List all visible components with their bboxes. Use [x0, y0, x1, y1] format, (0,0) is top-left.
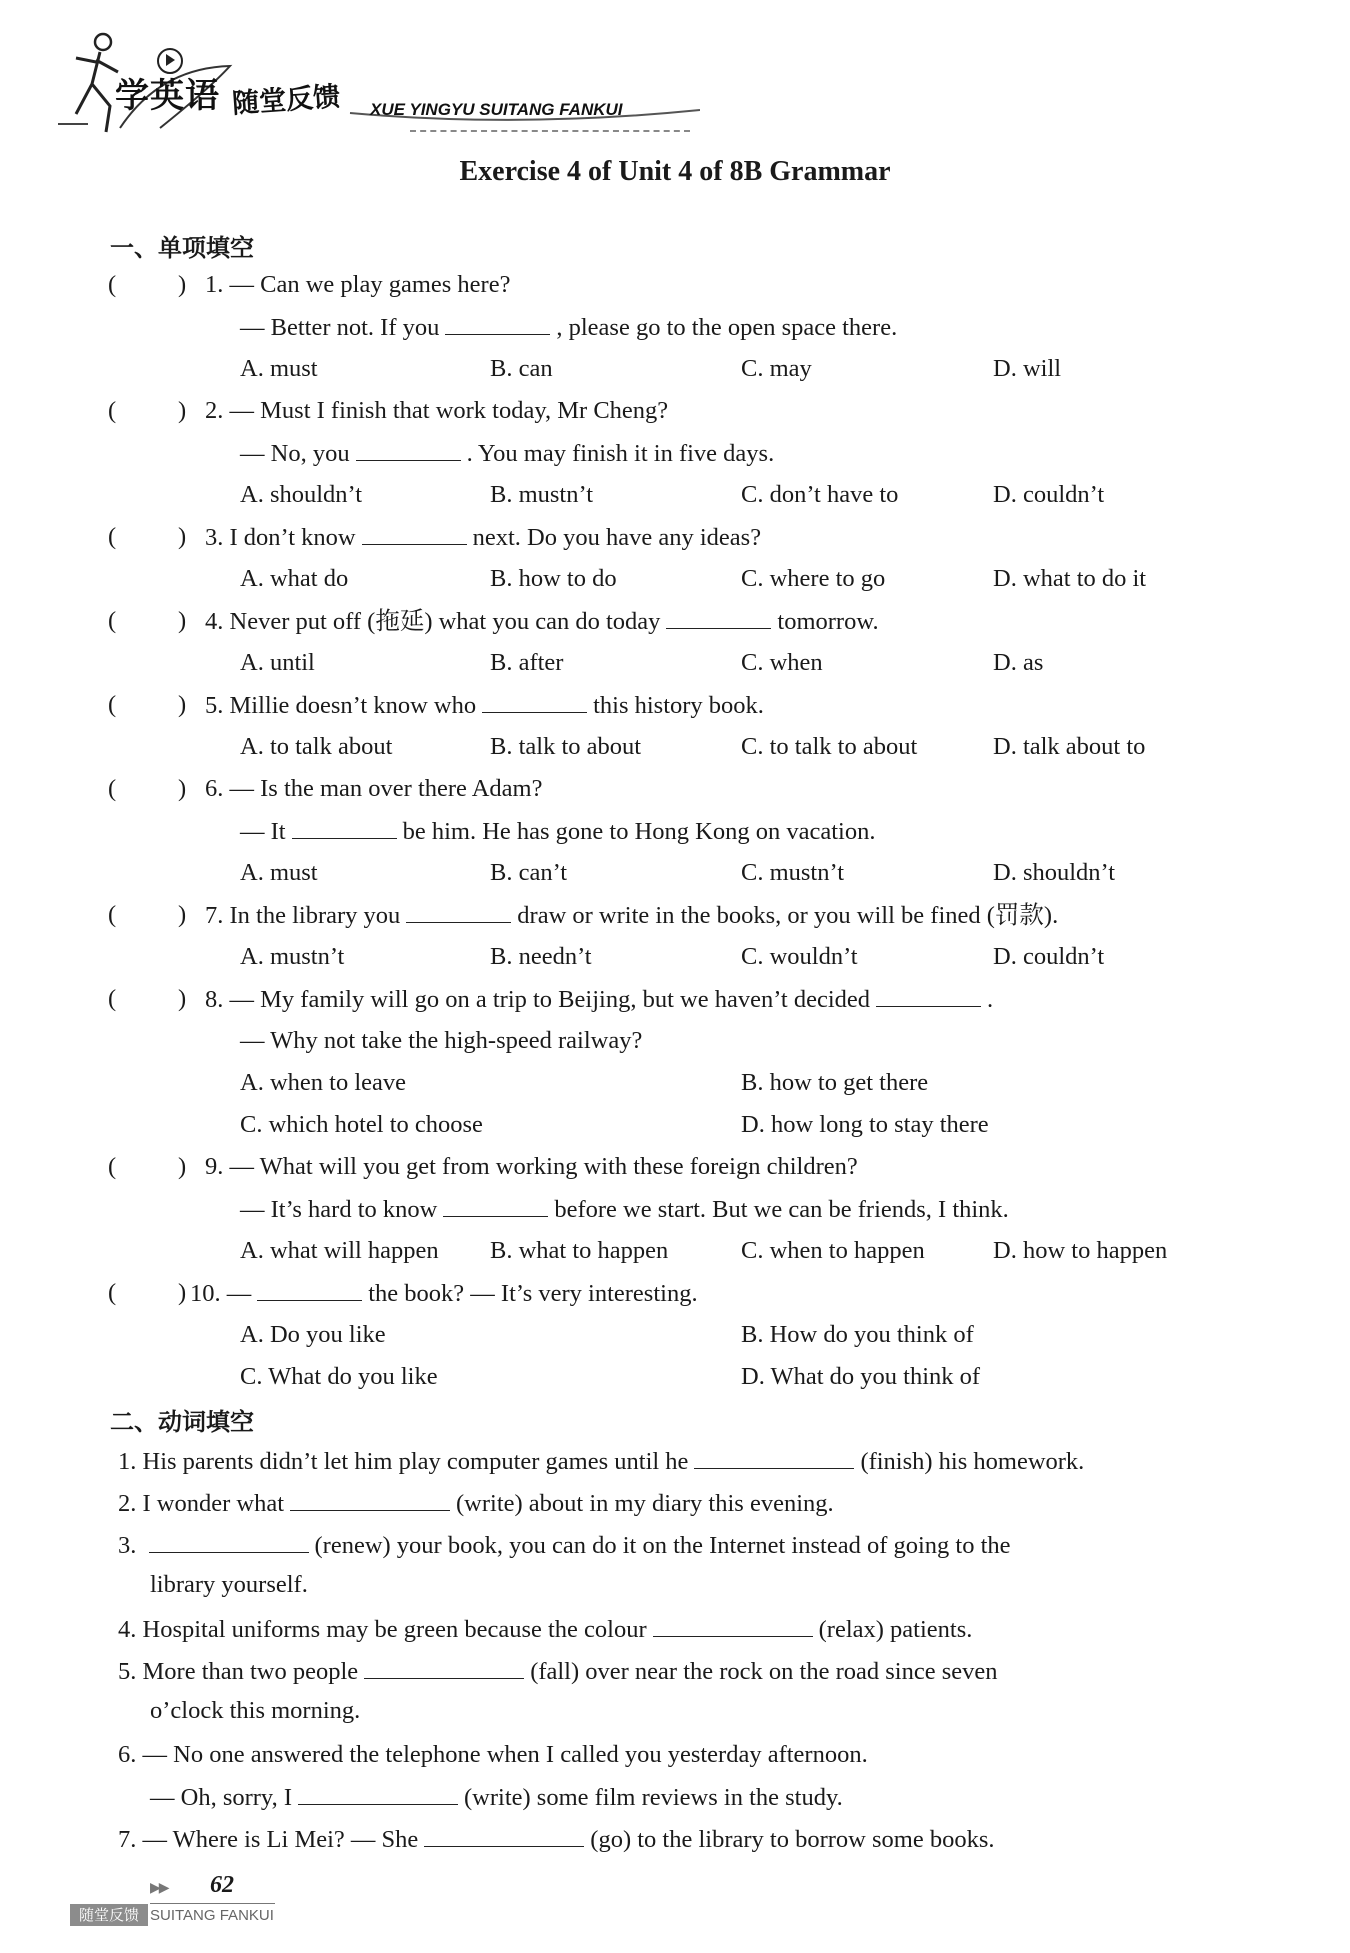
answer-blank[interactable]: [149, 1530, 309, 1553]
answer-blank[interactable]: [292, 816, 397, 839]
answer-blank[interactable]: [666, 606, 771, 629]
answer-blank[interactable]: [482, 690, 587, 713]
answer-paren-open: (: [108, 523, 117, 550]
option: D. as: [993, 649, 1044, 676]
header-cn-subtitle: 随堂反馈: [231, 81, 342, 120]
answer-blank[interactable]: [876, 984, 981, 1007]
option: C. to talk to about: [741, 733, 918, 760]
option: B. how to do: [490, 565, 617, 592]
answer-paren-close: ): [178, 1279, 187, 1306]
footer-rule: [150, 1903, 275, 1904]
answer-paren-open: (: [108, 691, 117, 718]
answer-paren-open: (: [108, 397, 117, 424]
question-10-stem: 10. — the book? — It’s very interesting.: [190, 1280, 698, 1307]
option: A. what will happen: [240, 1237, 439, 1264]
question-6-line2: — It be him. He has gone to Hong Kong on vacation.: [240, 818, 876, 845]
option: C. when to happen: [741, 1237, 925, 1264]
option: B. mustn’t: [490, 481, 594, 508]
page-number: 62: [210, 1872, 234, 1898]
answer-blank[interactable]: [257, 1278, 362, 1301]
question-5-stem: 5. Millie doesn’t know who this history book.: [205, 692, 764, 719]
option: B. talk to about: [490, 733, 642, 760]
option: D. couldn’t: [993, 481, 1105, 508]
option: B. needn’t: [490, 943, 592, 970]
answer-blank[interactable]: [290, 1488, 450, 1511]
option: C. mustn’t: [741, 859, 845, 886]
answer-blank[interactable]: [424, 1824, 584, 1847]
answer-paren-open: (: [108, 271, 117, 298]
option: D. shouldn’t: [993, 859, 1116, 886]
option: D. how long to stay there: [741, 1111, 989, 1138]
question-8-stem: 8. — My family will go on a trip to Beijing, but we haven’t decided .: [205, 986, 994, 1013]
option: C. which hotel to choose: [240, 1111, 483, 1138]
option: D. couldn’t: [993, 943, 1105, 970]
verb-item-7: 7. — Where is Li Mei? — She (go) to the library to borrow some books.: [118, 1826, 995, 1853]
answer-paren-close: ): [178, 523, 187, 550]
question-1-stem: 1. — Can we play games here?: [205, 271, 511, 298]
header-en-subtitle: XUE YINGYU SUITANG FANKUI: [370, 100, 623, 119]
answer-blank[interactable]: [362, 522, 467, 545]
option: C. may: [741, 355, 812, 382]
footer-en-label: SUITANG FANKUI: [150, 1907, 274, 1924]
answer-paren-open: (: [108, 775, 117, 802]
footer-arrows-icon: ▶▶: [150, 1881, 168, 1896]
answer-paren-open: (: [108, 607, 117, 634]
verb-item-5-cont: o’clock this morning.: [150, 1697, 361, 1724]
answer-paren-close: ): [178, 985, 187, 1012]
question-6-stem: 6. — Is the man over there Adam?: [205, 775, 543, 802]
verb-item-3-cont: library yourself.: [150, 1571, 308, 1598]
answer-paren-open: (: [108, 1153, 117, 1180]
option: A. until: [240, 649, 315, 676]
answer-blank[interactable]: [406, 900, 511, 923]
option: C. wouldn’t: [741, 943, 858, 970]
option: C. What do you like: [240, 1363, 438, 1390]
option: A. what do: [240, 565, 349, 592]
question-7-stem: 7. In the library you draw or write in the books, or you will be fined (罚款).: [205, 902, 1059, 929]
question-1-line2: — Better not. If you , please go to the open space there.: [240, 314, 898, 341]
answer-blank[interactable]: [445, 312, 550, 335]
verb-item-6-line2: — Oh, sorry, I (write) some film reviews in the study.: [150, 1784, 843, 1811]
answer-paren-open: (: [108, 1279, 117, 1306]
option: D. What do you think of: [741, 1363, 981, 1390]
option: D. what to do it: [993, 565, 1147, 592]
verb-item-6: 6. — No one answered the telephone when I called you yesterday afternoon.: [118, 1741, 868, 1768]
answer-paren-close: ): [178, 691, 187, 718]
header-cn-title: 学英语: [115, 76, 220, 116]
verb-item-2: 2. I wonder what (write) about in my diary this evening.: [118, 1490, 834, 1517]
answer-blank[interactable]: [298, 1782, 458, 1805]
option: C. when: [741, 649, 823, 676]
question-9-line2: — It’s hard to know before we start. But we can be friends, I think.: [240, 1196, 1009, 1223]
verb-item-5: 5. More than two people (fall) over near the rock on the road since seven: [118, 1658, 998, 1685]
option: A. must: [240, 859, 318, 886]
answer-paren-close: ): [178, 607, 187, 634]
option: B. after: [490, 649, 564, 676]
option: A. shouldn’t: [240, 481, 363, 508]
option: A. Do you like: [240, 1321, 386, 1348]
option: D. how to happen: [993, 1237, 1168, 1264]
verb-item-4: 4. Hospital uniforms may be green because the colour (relax) patients.: [118, 1616, 973, 1643]
footer-label-box: 随堂反馈: [70, 1904, 148, 1926]
answer-paren-open: (: [108, 985, 117, 1012]
answer-blank[interactable]: [694, 1446, 854, 1469]
option: A. to talk about: [240, 733, 393, 760]
question-4-stem: 4. Never put off (拖延) what you can do today tomorrow.: [205, 608, 879, 635]
page-title: Exercise 4 of Unit 4 of 8B Grammar: [459, 156, 891, 187]
option: B. can: [490, 355, 553, 382]
option: C. don’t have to: [741, 481, 899, 508]
option: B. what to happen: [490, 1237, 669, 1264]
answer-paren-open: (: [108, 901, 117, 928]
question-3-stem: 3. I don’t know next. Do you have any ideas?: [205, 524, 762, 551]
option: D. talk about to: [993, 733, 1146, 760]
verb-item-3: 3. (renew) your book, you can do it on the Internet instead of going to the: [118, 1532, 1011, 1559]
answer-blank[interactable]: [443, 1194, 548, 1217]
option: A. when to leave: [240, 1069, 406, 1096]
option: A. must: [240, 355, 318, 382]
question-8-line2: — Why not take the high-speed railway?: [240, 1027, 643, 1054]
answer-blank[interactable]: [364, 1656, 524, 1679]
answer-paren-close: ): [178, 1153, 187, 1180]
question-9-stem: 9. — What will you get from working with these foreign children?: [205, 1153, 858, 1180]
verb-item-1: 1. His parents didn’t let him play computer games until he (finish) his homework.: [118, 1448, 1085, 1475]
option: B. how to get there: [741, 1069, 929, 1096]
question-2-stem: 2. — Must I finish that work today, Mr Cheng?: [205, 397, 669, 424]
question-2-line2: — No, you . You may finish it in five days.: [240, 440, 775, 467]
section1-heading: 一、单项填空: [110, 234, 254, 262]
option: C. where to go: [741, 565, 886, 592]
answer-paren-close: ): [178, 397, 187, 424]
option: B. can’t: [490, 859, 568, 886]
section2-heading: 二、动词填空: [110, 1408, 254, 1436]
option: B. How do you think of: [741, 1321, 974, 1348]
option: D. will: [993, 355, 1062, 382]
answer-paren-close: ): [178, 271, 187, 298]
answer-paren-close: ): [178, 901, 187, 928]
answer-blank[interactable]: [653, 1614, 813, 1637]
page-header: [40, 18, 680, 138]
answer-paren-close: ): [178, 775, 187, 802]
option: A. mustn’t: [240, 943, 345, 970]
answer-blank[interactable]: [356, 438, 461, 461]
header-dashed-rule: [410, 130, 690, 132]
